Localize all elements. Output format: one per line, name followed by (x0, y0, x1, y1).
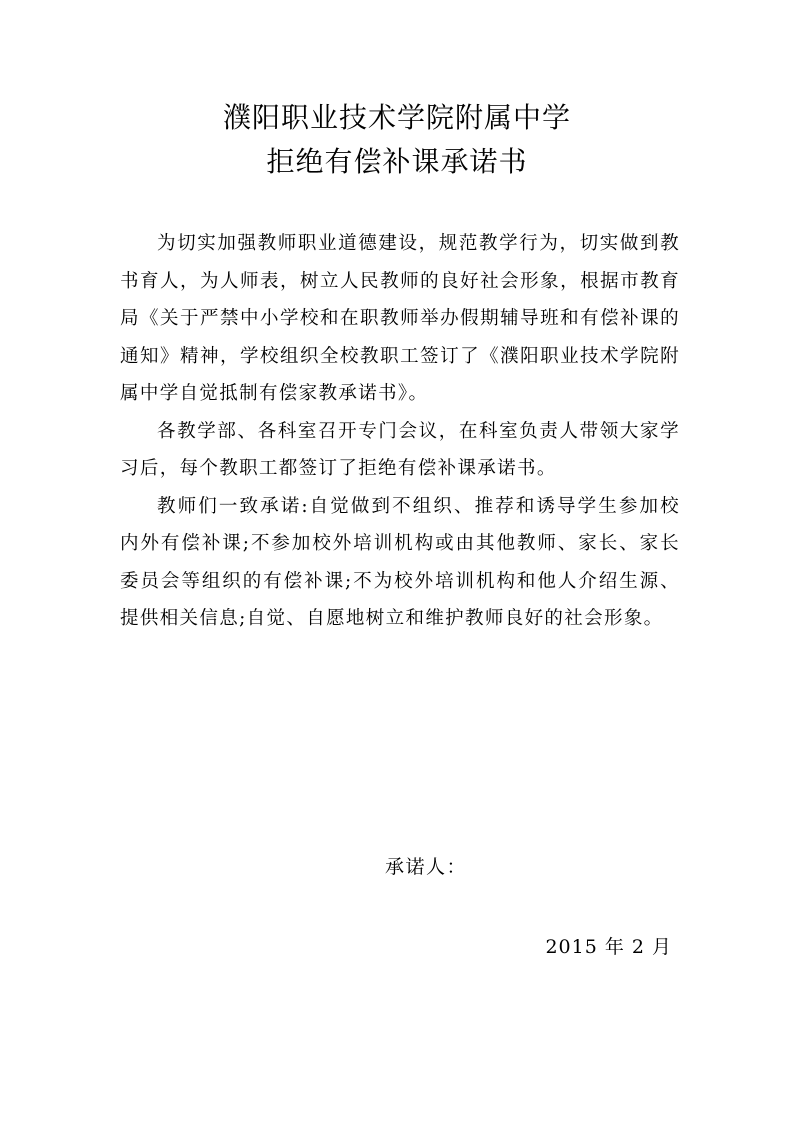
signer-label: 承诺人： (385, 856, 468, 878)
paragraph-commitments: 教师们一致承诺:自觉做到不组织、推荐和诱导学生参加校内外有偿补课;不参加校外培训机构或由其他教师、家长、家长委员会等组织的有偿补课;不为校外培训机构和他人介绍生源、提供相关信息;自觉、自愿地树立和维护教师良好的社会形象。 (120, 495, 680, 629)
document-date: 2015 年 2 月 (545, 936, 672, 958)
paragraph-meetings: 各教学部、各科室召开专门会议，在科室负责人带领大家学习后，每个教职工都签订了拒绝有偿补课承诺书。 (120, 420, 680, 479)
title-document-name: 拒绝有偿补课承诺书 (266, 145, 528, 178)
title-school-name: 濮阳职业技术学院附属中学 (222, 101, 571, 134)
paragraph-intro: 为切实加强教师职业道德建设，规范教学行为，切实做到教书育人，为人师表，树立人民教师的良好社会形象，根据市教育局《关于严禁中小学校和在职教师举办假期辅导班和有偿补课的通知》精神，学校组织全校教职工签订了《濮阳职业技术学院附属中学自觉抵制有偿家教承诺书》。 (120, 233, 680, 404)
document-body (120, 225, 680, 638)
document-title (0, 96, 794, 184)
